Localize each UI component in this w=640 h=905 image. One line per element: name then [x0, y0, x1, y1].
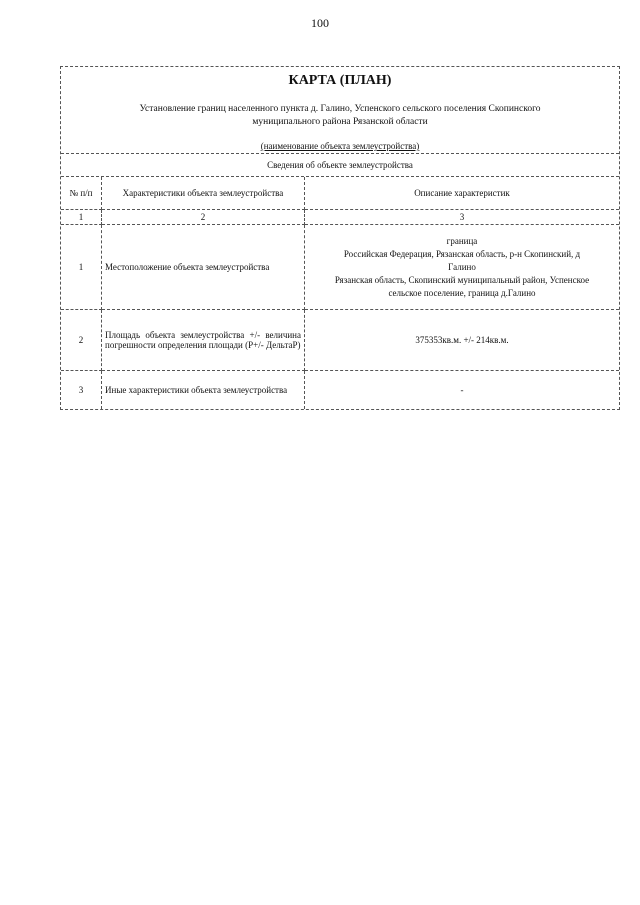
- description-line: Рязанская область, Скопинский муниципальный район, Успенское: [334, 274, 590, 285]
- row-num: 1: [61, 225, 102, 310]
- document-table: [60, 66, 620, 410]
- table-row: [61, 310, 619, 371]
- header-num: № п/п: [61, 177, 102, 210]
- description-line: сельское поселение, граница д.Галино: [388, 287, 536, 298]
- document-subtitle: [111, 103, 569, 129]
- column-number-3: 3: [305, 210, 620, 225]
- header-description: Описание характеристик: [305, 177, 620, 210]
- table-row: [61, 225, 619, 310]
- column-number-2: 2: [102, 210, 305, 225]
- object-caption: (наименование объекта землеустройства): [260, 141, 420, 151]
- page-number: 100: [311, 16, 329, 30]
- row-characteristic: Местоположение объекта землеустройства: [102, 225, 305, 310]
- subtitle-line-2: муниципального района Рязанской области: [252, 117, 428, 127]
- title-block: [61, 67, 619, 154]
- row-description: -: [305, 371, 620, 410]
- row-characteristic: Площадь объекта землеустройства +/- величина погрешности определения площади (P+/- ДельтаР): [102, 310, 305, 371]
- column-number-1: 1: [61, 210, 102, 225]
- row-num: 2: [61, 310, 102, 371]
- section-title: Сведения об объекте землеустройства: [61, 154, 619, 177]
- description-line: Галино: [448, 261, 476, 272]
- row-description: [305, 225, 620, 310]
- table-row: [61, 371, 619, 410]
- document-title: КАРТА (ПЛАН): [288, 73, 392, 88]
- column-number-row: [61, 210, 619, 225]
- row-description: 375353кв.м. +/- 214кв.м.: [305, 310, 620, 371]
- characteristics-table: [61, 177, 619, 409]
- row-characteristic: Иные характеристики объекта землеустройства: [102, 371, 305, 410]
- description-line: Российская Федерация, Рязанская область, р-н Скопинский, д: [343, 248, 581, 259]
- description-line: граница: [446, 235, 478, 246]
- subtitle-line-1: Установление границ населенного пункта д. Галино, Успенского сельского поселения Скопинского: [139, 104, 541, 114]
- table-header-row: [61, 177, 619, 210]
- header-characteristic: Характеристики объекта землеустройства: [102, 177, 305, 210]
- row-num: 3: [61, 371, 102, 410]
